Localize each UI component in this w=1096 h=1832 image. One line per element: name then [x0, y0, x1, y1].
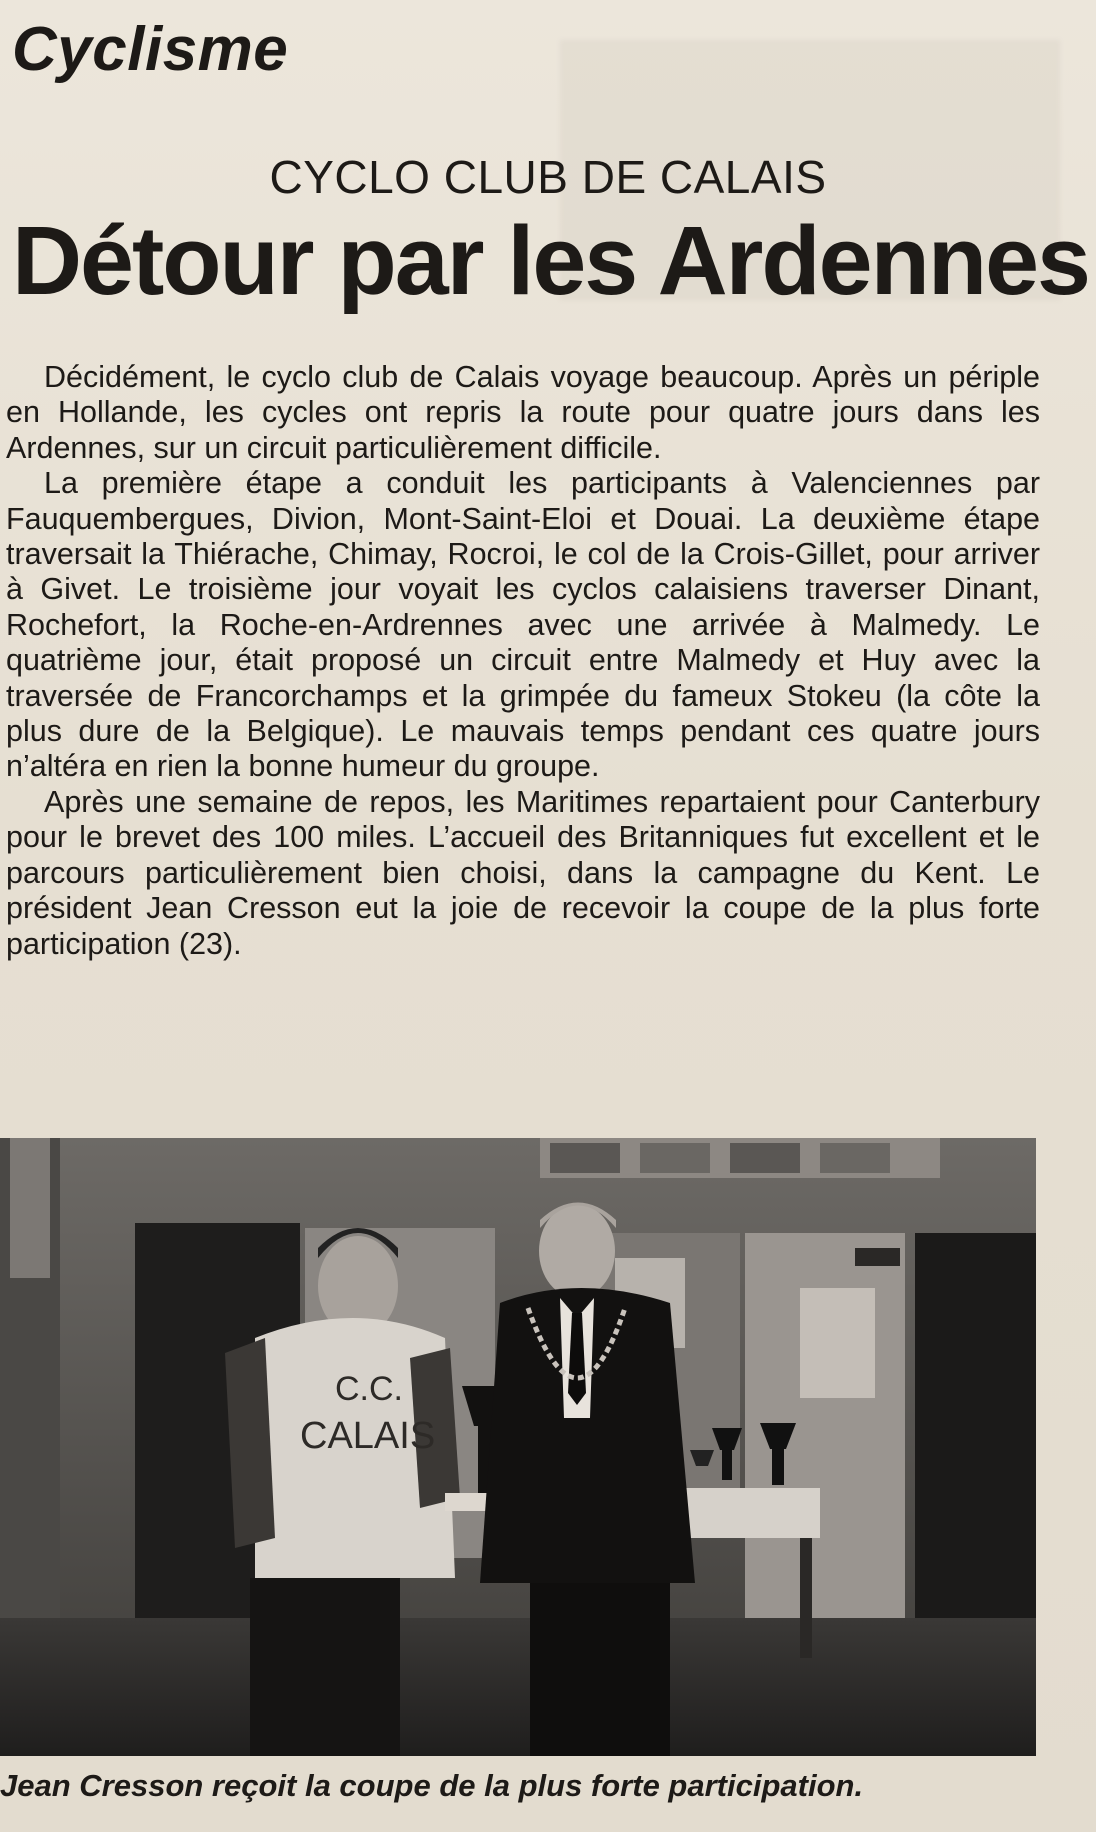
photo-caption: Jean Cresson reçoit la coupe de la plus forte participation.	[0, 1768, 864, 1803]
jersey-text-line1: C.C.	[335, 1370, 403, 1408]
photo-illustration	[0, 1138, 1036, 1756]
article-paragraph-3: Après une semaine de repos, les Maritimes repartaient pour Canterbury pour le brevet des 100 miles. L’accueil des Britanniques fut excellent et le parcours particulièrement bien choisi, dans la campagne du Kent. Le président Jean Cresson eut la joie de recevoir la coupe de la plus forte participation (23).	[6, 784, 1040, 961]
article-headline: Détour par les Ardennes	[12, 206, 1089, 315]
article-photo	[0, 1138, 1036, 1756]
article-paragraph-1: Décidément, le cyclo club de Calais voyage beaucoup. Après un périple en Hollande, les cycles ont repris la route pour quatre jours dans les Ardennes, sur un circuit particulièrement difficile.	[6, 360, 1040, 465]
article-body	[6, 360, 1040, 962]
article-paragraph-2: La première étape a conduit les participants à Valenciennes par Fauquembergues, Divion, Mont-Saint-Eloi et Douai. La deuxième étape traversait la Thiérache, Chimay, Rocroi, le col de la Crois-Gillet, pour arriver à Givet. Le troisième jour voyait les cyclos calaisiens traverser Dinant, Rochefort, la Roche-en-Ardrennes avec une arrivée à Malmedy. Le quatrième jour, était proposé un circuit entre Malmedy et Huy avec la traversée de Francorchamps et la grimpée du fameux Stokeu (la côte la plus dure de la Belgique). Le mauvais temps pendant ces quatre jours n’altéra en rien la bonne humeur du groupe.	[6, 466, 1040, 784]
section-label: Cyclisme	[12, 15, 289, 84]
jersey-text-line2: CALAIS	[300, 1415, 436, 1457]
article-kicker: CYCLO CLUB DE CALAIS	[269, 151, 827, 203]
